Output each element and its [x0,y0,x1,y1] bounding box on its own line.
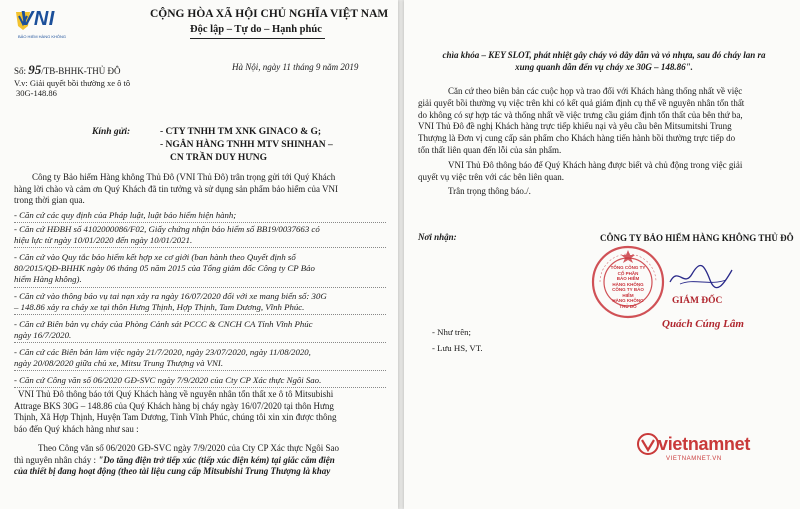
recipient-2: - NGÂN HÀNG TNHH MTV SHINHAN – [160,140,333,150]
closing-text: Trân trọng thông báo./. [448,186,531,196]
cause-continuation: chìa khóa – KEY SLOT, phát nhiệt gây cháy vỏ dây dẫn và vỏ nhựa, sau đó cháy lan ra xung quanh dẫn đến vụ cháy xe 30G – 148.86". [442,50,766,72]
recipients-heading: Nơi nhận: [418,232,457,242]
watermark-text: vietnamnet [658,434,751,454]
notice-paragraph: VNI Thủ Đô thông báo tới Quý Khách hàng về nguyên nhân tổn thất xe ô tô Mitsubishi Attrage BKS 30G – 148.86 của Quý Khách hàng bị cháy ngày 16/07/2020 tại thôn Hưng Thịnh, Xã Hợp Thịnh, Huyện Tam Dương, Tỉnh Vĩnh Phúc, chúng tôi xin xin được thông báo đến Quý khách hàng như sau : [14,389,337,434]
document-number-value: 95 [28,62,42,77]
logo-subtitle: BẢO HIỂM HÀNG KHÔNG [18,34,67,39]
director-title: GIÁM ĐỐC [672,296,723,306]
recipient-item-1: - Như trên; [432,327,471,337]
recipient-1: - CTY TNHH TM XNK GINACO & G; [160,127,322,137]
cause-quote-line-1: "Do tăng điện trở tiếp xúc (tiếp xúc điện kém) tại giắc cắm điện [98,454,335,465]
motto-underline [190,38,325,39]
basis-5: - Căn cứ Biên bản vụ cháy của Phòng Cảnh sát PCCC & CNCH CA Tỉnh Vĩnh Phúc ngày 16/7/2020. [14,319,386,343]
recipient-label: Kính gửi: [92,127,131,137]
national-motto: Độc lập – Tự do – Hạnh phúc [190,24,322,35]
basis-6: - Căn cứ các Biên bản làm việc ngày 21/7/2020, ngày 23/07/2020, ngày 11/08/2020, ngày 20/08/2020 giữa chủ xe, Mitsu Trung Thượng và VNI. [14,347,386,371]
resolution-paragraph: Căn cứ theo biên bản các cuộc họp và trao đổi với Khách hàng thống nhất về việc giải quyết bồi thường vụ việc trên khi có kết quả giám định cụ thể về nguyên nhân tổn thất do không có sự hợp tác và thống nhất về việc trưng cầu giám định tổn thất của bên thứ ba, VNI Thủ Đô đề nghị Khách hàng trực tiếp khiếu nại và yêu cầu bên Mitsumitshi Trung Thượng là Đơn vị cung cấp sản phẩm cho Khách hàng tiến hành bồi thường trực tiếp do tổn thất liên quan đến lỗi của sản phẩm. [418,86,745,155]
left-page [0,0,398,509]
signature-icon [666,262,736,290]
watermark-subtitle: VIETNAMNET.VN [666,456,722,462]
right-page [404,0,800,509]
cause-quote-line-2: của thiết bị đang hoạt động (theo tài liệu cung cấp Mitsubishi Trung Thượng là khay [14,466,331,477]
basis-4: - Căn cứ vào thông báo vụ tai nạn xảy ra ngày 16/07/2020 đối với xe mang biển số: 30G – 148.86 xảy ra cháy xe tại thôn Hưng Thịnh, Hợp Thịnh, Tam Dương, Vĩnh Phúc. [14,291,386,315]
cause-paragraph: Theo Công văn số 06/2020 GĐ-SVC ngày 7/9/2020 của Cty CP Xác thực Ngôi Sao thì nguyên nhân cháy : "Do tăng điện trở tiếp xúc (tiếp xúc điện kém) tại giắc cắm điện của thiết bị đang hoạt động (theo tài liệu cung cấp Mitsubishi Trung Thượng là khay [14,443,386,478]
logo-text: VNI [20,8,55,30]
place-date: Hà Nội, ngày 11 tháng 9 năm 2019 [232,62,359,72]
basis-3: - Căn cứ vào Quy tắc bảo hiểm kết hợp xe cơ giới (ban hành theo Quyết định số 80/2015/QĐ-BHHK ngày 06 tháng 05 năm 2015 của Tổng giám đốc Công ty CP Bảo hiểm Hàng không). [14,252,386,288]
recipient-3: CN TRẦN DUY HƯNG [170,153,268,163]
notification-paragraph: VNI Thủ Đô thông báo để Quý Khách hàng được biết và chủ động trong việc giải quyết vụ việc trên với các bên liên quan. [418,160,743,182]
national-title: CỘNG HÒA XÃ HỘI CHỦ NGHĨA VIỆT NAM [150,8,389,20]
signer-name: Quách Cúng Lâm [662,318,744,330]
recipient-item-2: - Lưu HS, VT. [432,343,483,353]
basis-1: - Căn cứ các quy định của Pháp luật, luật bảo hiểm hiện hành; [14,210,386,223]
basis-2: - Căn cứ HĐBH số 4102000086/F02, Giấy chứng nhận bảo hiểm số BB19/0037663 có hiệu lực từ ngày 10/01/2020 đến ngày 10/01/2021. [14,224,386,248]
document-subject: V.v: Giải quyết bồi thường xe ô tô 30G-148.86 [14,78,131,98]
document-number: Số: 95/TB-BHHK-THỦ ĐÔ [14,62,121,77]
intro-paragraph: Công ty Bảo hiểm Hàng không Thủ Đô (VNI Thủ Đô) trân trọng gửi tới Quý Khách hàng lời chào và cảm ơn Quý Khách đã tin tưởng và sử dụng sản phẩm bảo hiểm của VNI trong thời gian qua. [14,172,339,206]
seal-text: TỔNG CÔNG TY CỔ PHẦN BẢO HIỂM HÀNG KHÔNG CÔNG TY BẢO HIỂM HÀNG KHÔNG THỦ ĐÔ [610,265,646,309]
company-name: CÔNG TY BẢO HIỂM HÀNG KHÔNG THỦ ĐÔ [600,233,794,243]
watermark-logo-icon [636,432,660,456]
basis-7: - Căn cứ Công văn số 06/2020 GĐ-SVC ngày 7/9/2020 của Cty CP Xác thực Ngôi Sao. [14,375,386,388]
